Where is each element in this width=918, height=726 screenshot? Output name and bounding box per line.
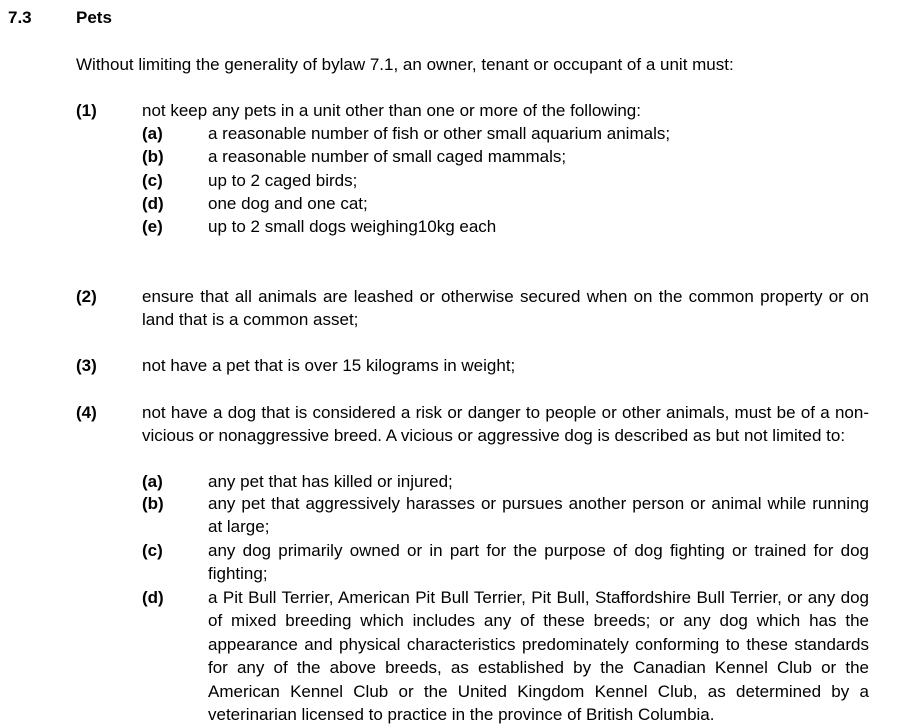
clause-4-item-c-text: any dog primarily owned or in part for the purpose of dog fighting or trained for dog fighting; [208, 541, 869, 584]
section-number: 7.3 [8, 8, 32, 27]
clause-2-label: (2) [76, 287, 97, 306]
clause-1-item-d-text: one dog and one cat; [208, 194, 368, 213]
intro-paragraph: Without limiting the generality of bylaw 7.1, an owner, tenant or occupant of a unit must: [76, 55, 734, 74]
clause-4-item-b-text: any pet that aggressively harasses or pursues another person or animal while running at large; [208, 494, 869, 537]
clause-1-item-e-label: (e) [142, 217, 163, 236]
clause-1-item-e-text: up to 2 small dogs weighing10kg each [208, 217, 497, 236]
clause-4-item-a-text: any pet that has killed or injured; [208, 472, 453, 491]
clause-1-item-b-text: a reasonable number of small caged mammals; [208, 147, 567, 166]
clause-4-item-a-label: (a) [142, 472, 163, 491]
clause-4-text: not have a dog that is considered a risk or danger to people or other animals, must be of a non-vicious or nonaggressive breed. A vicious or aggressive dog is described as but not limited to: [142, 403, 869, 446]
clause-1-item-d-label: (d) [142, 194, 164, 213]
clause-2-text: ensure that all animals are leashed or otherwise secured when on the common property or on land that is a common asset; [142, 287, 869, 330]
clause-4-item-d-label: (d) [142, 588, 164, 607]
clause-1-label: (1) [76, 101, 97, 120]
clause-1-item-c-label: (c) [142, 171, 163, 190]
clause-3-text: not have a pet that is over 15 kilograms in weight; [142, 356, 516, 375]
clause-4-item-d-text: a Pit Bull Terrier, American Pit Bull Terrier, Pit Bull, Staffordshire Bull Terrier, or any dog of mixed breeding which includes any of these breeds; or any dog which has the appearance and physical characteristics predominately conforming to these standards for any of the above breeds, as established by the Canadian Kennel Club or the American Kennel Club or the United Kingdom Kennel Club, as determined by a veterinarian licensed to practice in the province of British Columbia. [208, 588, 869, 725]
clause-1-item-a-text: a reasonable number of fish or other small aquarium animals; [208, 124, 671, 143]
clause-3-label: (3) [76, 356, 97, 375]
clause-1-text: not keep any pets in a unit other than one or more of the following: [142, 101, 641, 120]
clause-1-item-a-label: (a) [142, 124, 163, 143]
clause-4-item-c-label: (c) [142, 541, 163, 560]
clause-1-item-b-label: (b) [142, 147, 164, 166]
clause-4-label: (4) [76, 403, 97, 422]
clause-1-item-c-text: up to 2 caged birds; [208, 171, 358, 190]
section-title: Pets [76, 8, 112, 27]
clause-4-item-b-label: (b) [142, 494, 164, 513]
